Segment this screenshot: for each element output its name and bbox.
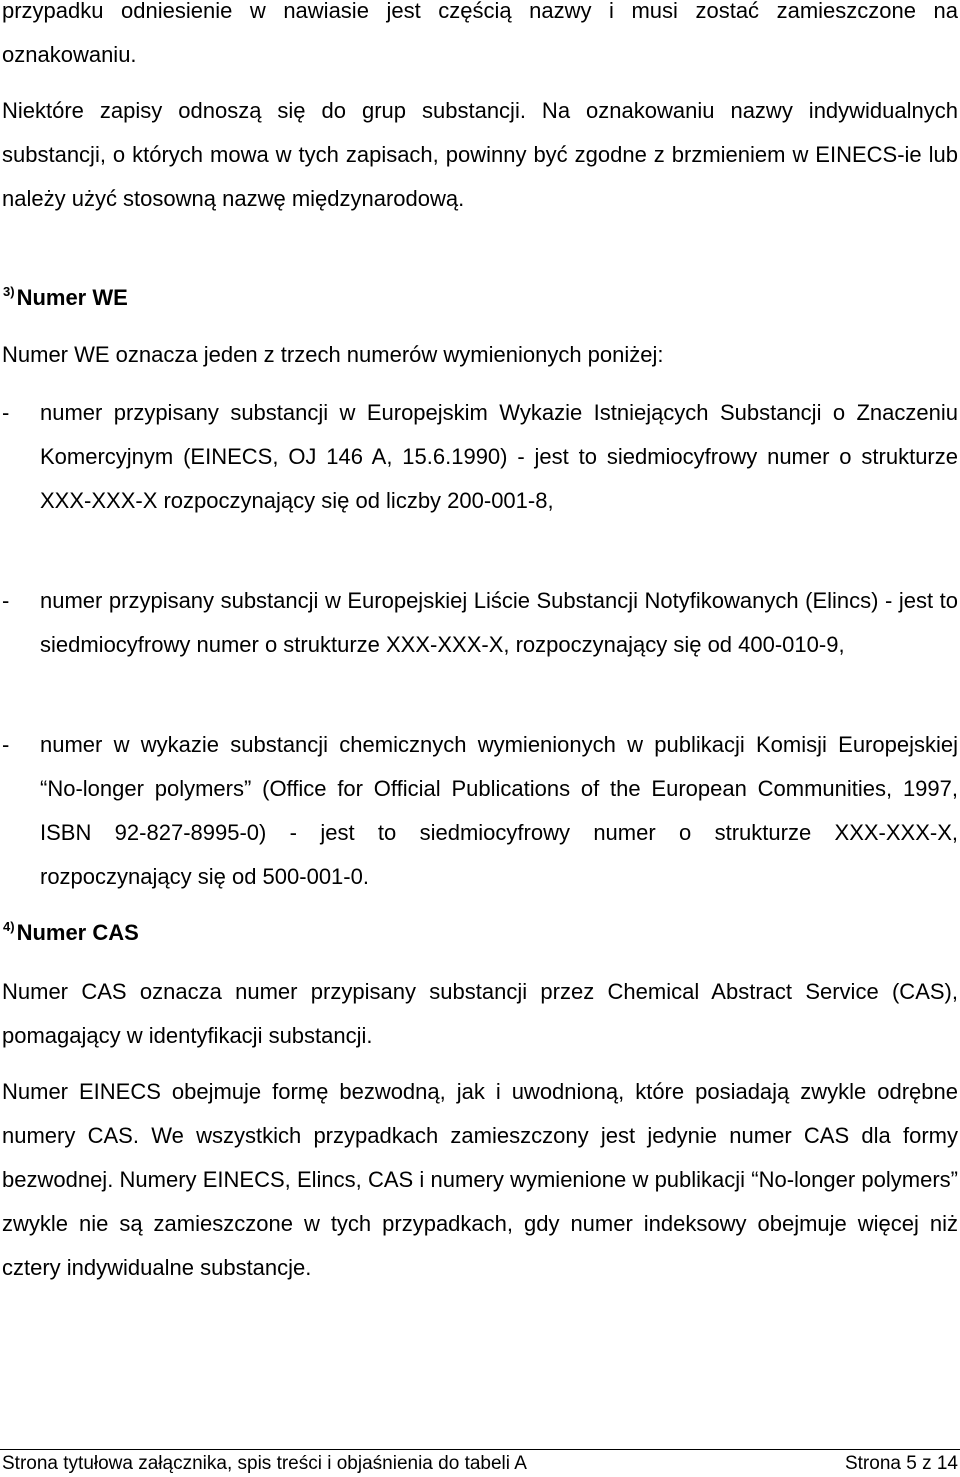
list-item (2, 723, 958, 899)
list-item (2, 579, 958, 667)
footer-document-title: Strona tytułowa załącznika, spis treści i objaśnienia do tabeli A (2, 1453, 527, 1474)
intro-paragraph-1: przypadku odniesienie w nawiasie jest częścią nazwy i musi zostać zamieszczone na oznakowaniu. (2, 0, 958, 67)
section-4-paragraph-2: Numer EINECS obejmuje formę bezwodną, jak i uwodnioną, które posiadają zwykle odrębne numery CAS. We wszystkich przypadkach zamieszczony jest jedynie numer CAS dla formy bezwodnej. Numery EINECS, Elincs, CAS i numery wymienione w publikacji “No-longer polymers” zwykle nie są zamieszczone w tych przypadkach, gdy numer indeksowy obejmuje więcej niż cztery indywidualne substancje. (2, 1079, 958, 1280)
footer-divider (0, 1449, 960, 1450)
list-item-text: numer przypisany substancji w Europejskim Wykazie Istniejących Substancji o Znaczeniu Komercyjnym (EINECS, OJ 146 A, 15.6.1990) - jest to siedmiocyfrowy numer o strukturze XXX-XXX-X rozpoczynający się od liczby 200-001-8, (40, 400, 958, 513)
section-4-footnote-mark: 4) (3, 919, 15, 934)
list-item-text: numer w wykazie substancji chemicznych wymienionych w publikacji Komisji Europejskiej “No-longer polymers” (Office for Official Publications of the European Communities, 1997, ISBN 92-827-8995-0) - jest to siedmiocyfrowy numer o strukturze XXX-XXX-X, rozpoczynający się od 500-001-0. (40, 732, 958, 889)
list-dash: - (2, 588, 10, 613)
section-3-lead: Numer WE oznacza jeden z trzech numerów wymienionych poniżej: (2, 342, 664, 367)
section-4-paragraph-1: Numer CAS oznacza numer przypisany substancji przez Chemical Abstract Service (CAS), pomagający w identyfikacji substancji. (2, 979, 958, 1048)
list-item-text: numer przypisany substancji w Europejskiej Liście Substancji Notyfikowanych (Elincs) - jest to siedmiocyfrowy numer o strukturze XXX-XXX-X, rozpoczynający się od 400-010-9, (40, 588, 958, 657)
list-dash: - (2, 732, 10, 757)
section-4-title: Numer CAS (16, 920, 139, 945)
section-3-footnote-mark: 3) (3, 284, 15, 299)
list-dash: - (2, 400, 10, 425)
list-item (2, 391, 958, 523)
intro-paragraph-2: Niektóre zapisy odnoszą się do grup substancji. Na oznakowaniu nazwy indywidualnych substancji, o których mowa w tych zapisach, powinny być zgodne z brzmieniem w EINECS-ie lub należy użyć stosowną nazwę międzynarodową. (2, 98, 958, 211)
section-3-title: Numer WE (16, 285, 128, 310)
section-3-heading (3, 283, 128, 316)
footer-page-number: Strona 5 z 14 (844, 1453, 958, 1474)
section-4-heading (3, 918, 139, 951)
